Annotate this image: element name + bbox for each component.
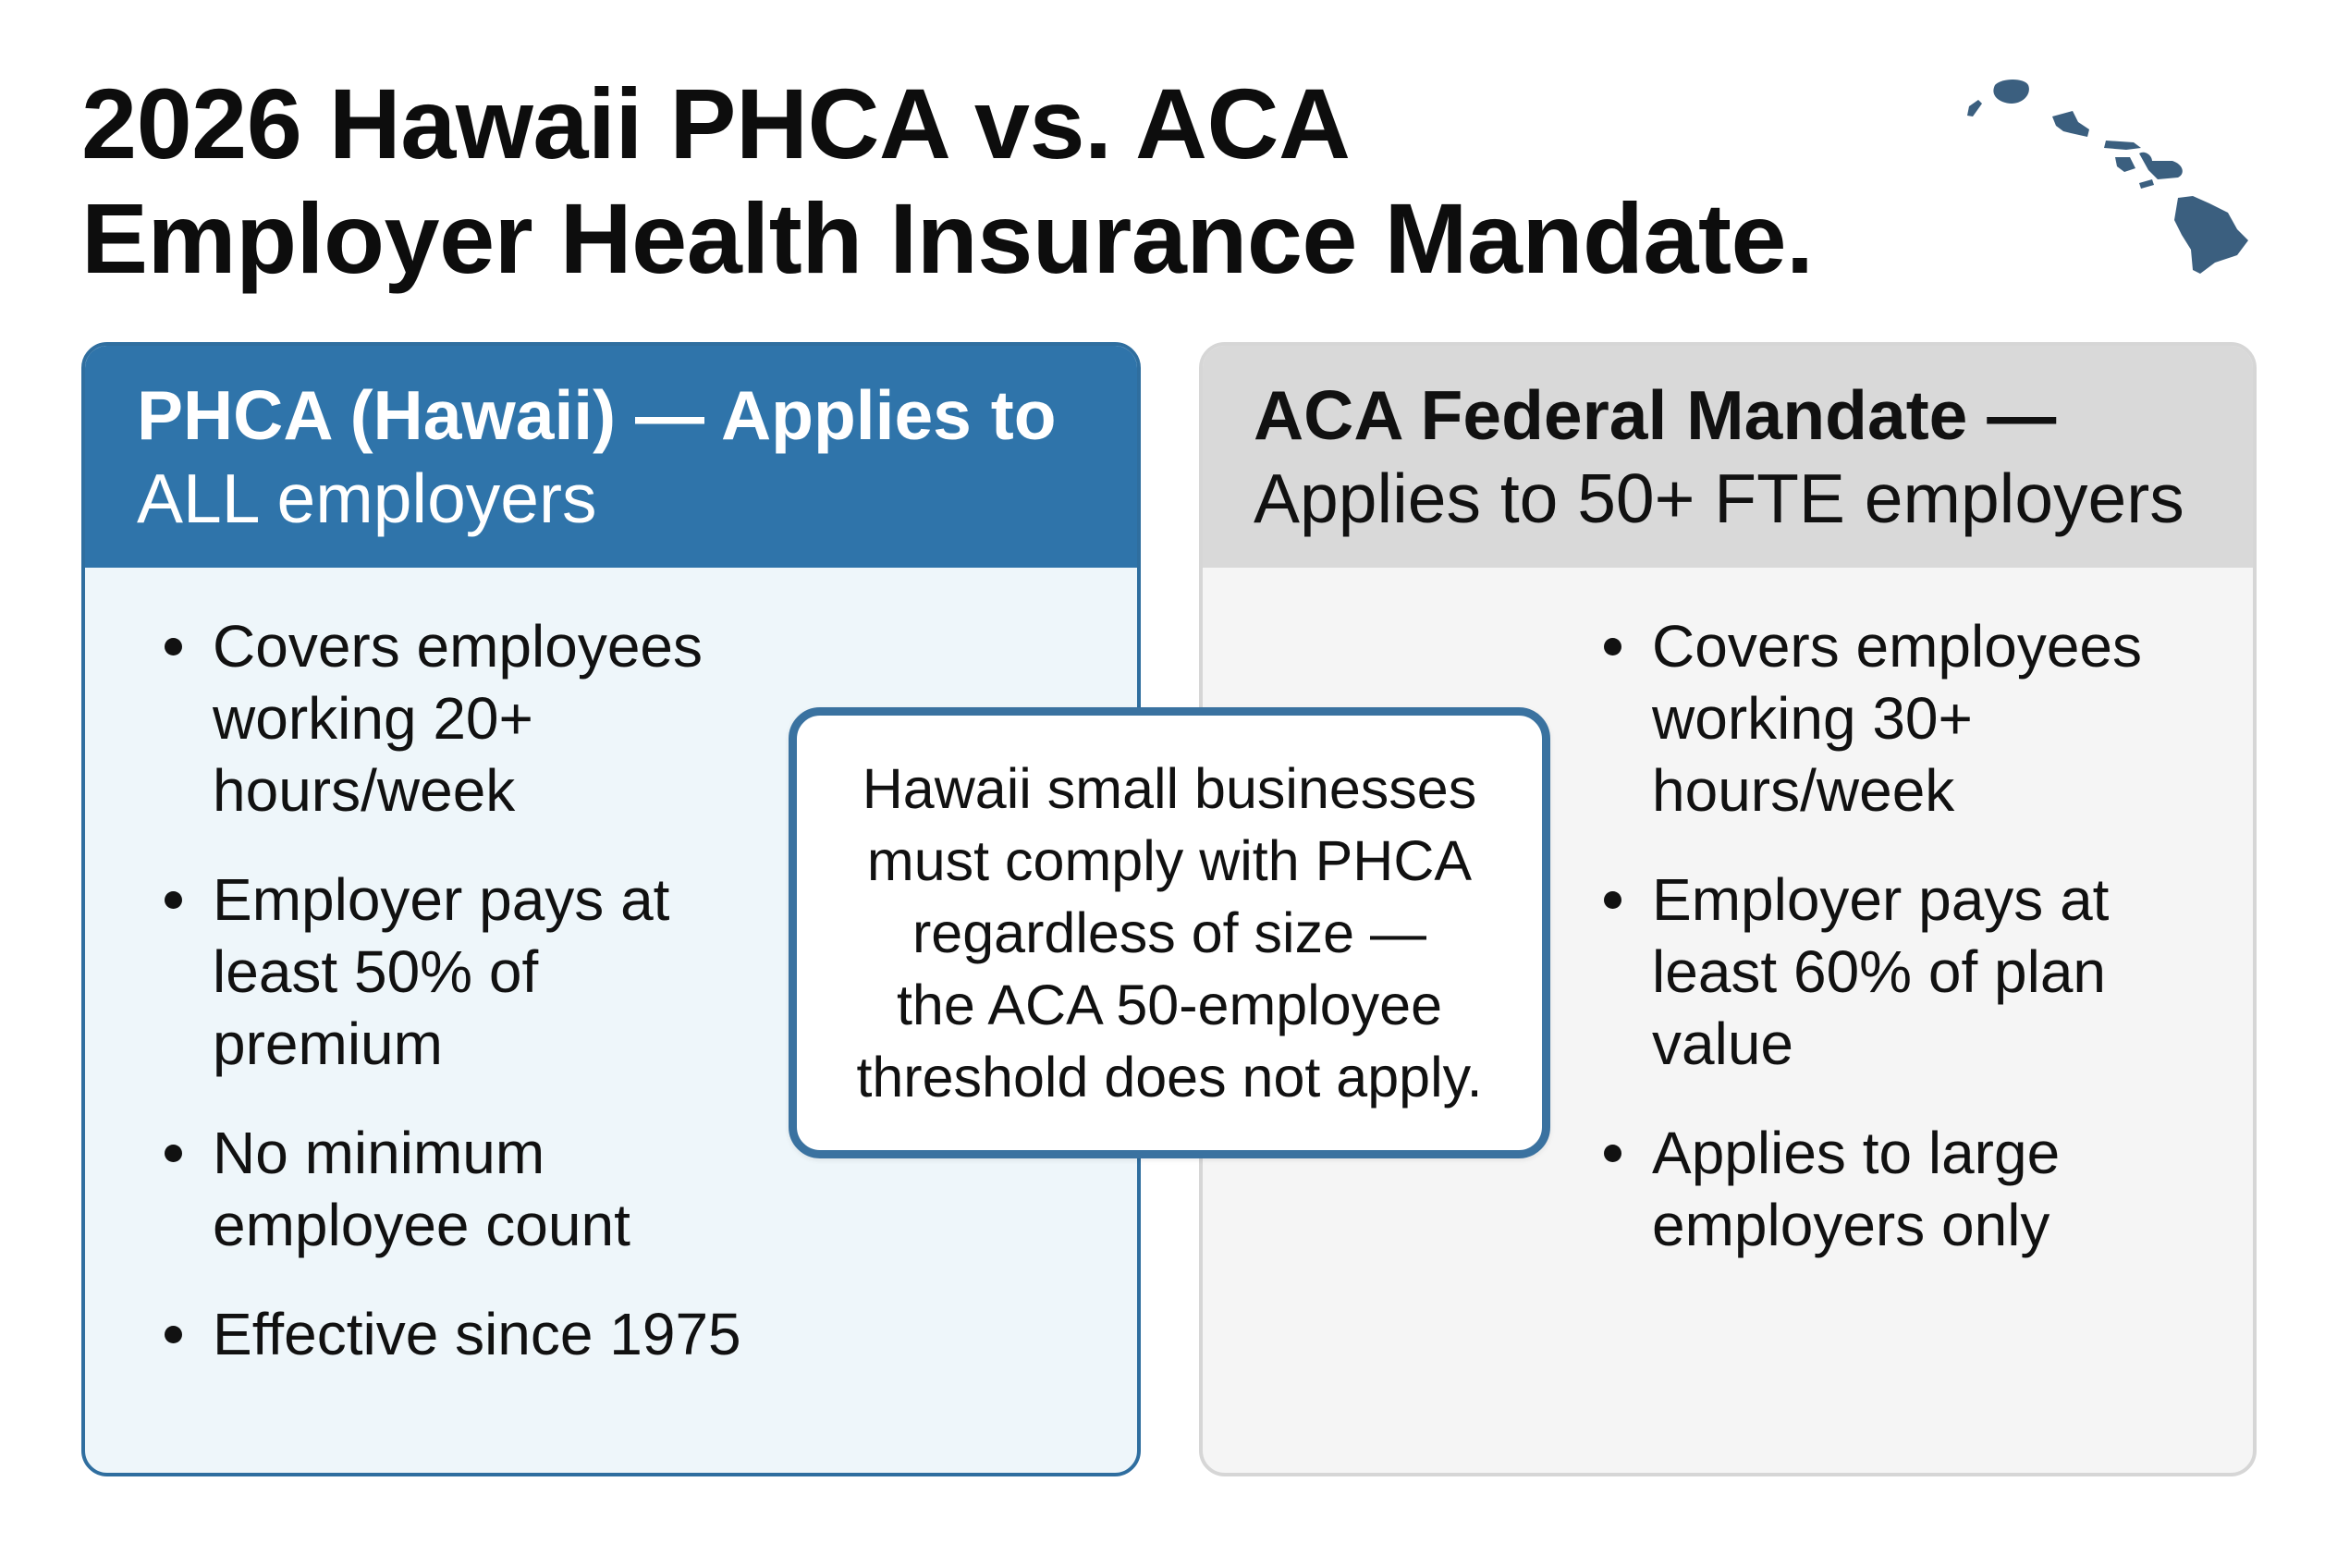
aca-card-header <box>1203 346 2253 568</box>
bullet-text: Effective since 1975 <box>213 1301 741 1367</box>
page-title <box>81 67 1814 296</box>
callout-line: threshold does not apply. <box>856 1046 1483 1109</box>
list-item <box>1604 610 2142 827</box>
bullet-text: Applies to large <box>1652 1120 2061 1186</box>
callout-line: the ACA 50-employee <box>896 974 1443 1036</box>
bullet-text: least 50% of <box>213 938 539 1005</box>
aca-bullet-list <box>1604 610 2142 1298</box>
callout-text <box>856 753 1482 1113</box>
callout-line: regardless of size — <box>912 901 1426 964</box>
bullet-text: Employer pays at <box>213 866 670 933</box>
bullet-text: Covers employees <box>1652 613 2142 680</box>
bullet-text: employee count <box>213 1192 630 1258</box>
aca-header-line-1: ACA Federal Mandate — <box>1254 376 2057 454</box>
title-line-1: 2026 Hawaii PHCA vs. ACA <box>81 67 1351 179</box>
bullet-text: premium <box>213 1011 443 1077</box>
list-item <box>165 610 741 827</box>
phca-header-line-2: ALL employers <box>137 459 597 537</box>
bullet-text: value <box>1652 1011 1793 1077</box>
bullet-text: Employer pays at <box>1652 866 2110 933</box>
bullet-text: employers only <box>1652 1192 2050 1258</box>
key-takeaway-callout <box>789 707 1550 1158</box>
list-item <box>165 864 741 1080</box>
phca-header-line-1: PHCA (Hawaii) — Applies to <box>137 376 1057 454</box>
callout-line: must comply with PHCA <box>866 829 1473 892</box>
title-line-2: Employer Health Insurance Mandate. <box>81 182 1814 294</box>
phca-card-header <box>85 346 1137 568</box>
bullet-text: No minimum <box>213 1120 545 1186</box>
bullet-text: working 20+ <box>213 685 533 752</box>
bullet-text: Covers employees <box>213 613 703 680</box>
list-item <box>1604 1117 2142 1261</box>
bullet-text: least 60% of plan <box>1652 938 2106 1005</box>
aca-header-line-2: Applies to 50+ FTE employers <box>1254 459 2184 537</box>
bullet-text: hours/week <box>213 757 516 824</box>
bullet-text: hours/week <box>1652 757 1955 824</box>
phca-bullet-list <box>165 610 741 1407</box>
list-item <box>165 1117 741 1261</box>
bullet-text: working 30+ <box>1652 685 1973 752</box>
hawaii-islands-map-icon <box>1960 65 2274 287</box>
list-item <box>165 1298 741 1370</box>
list-item <box>1604 864 2142 1080</box>
callout-line: Hawaii small businesses <box>862 757 1477 820</box>
